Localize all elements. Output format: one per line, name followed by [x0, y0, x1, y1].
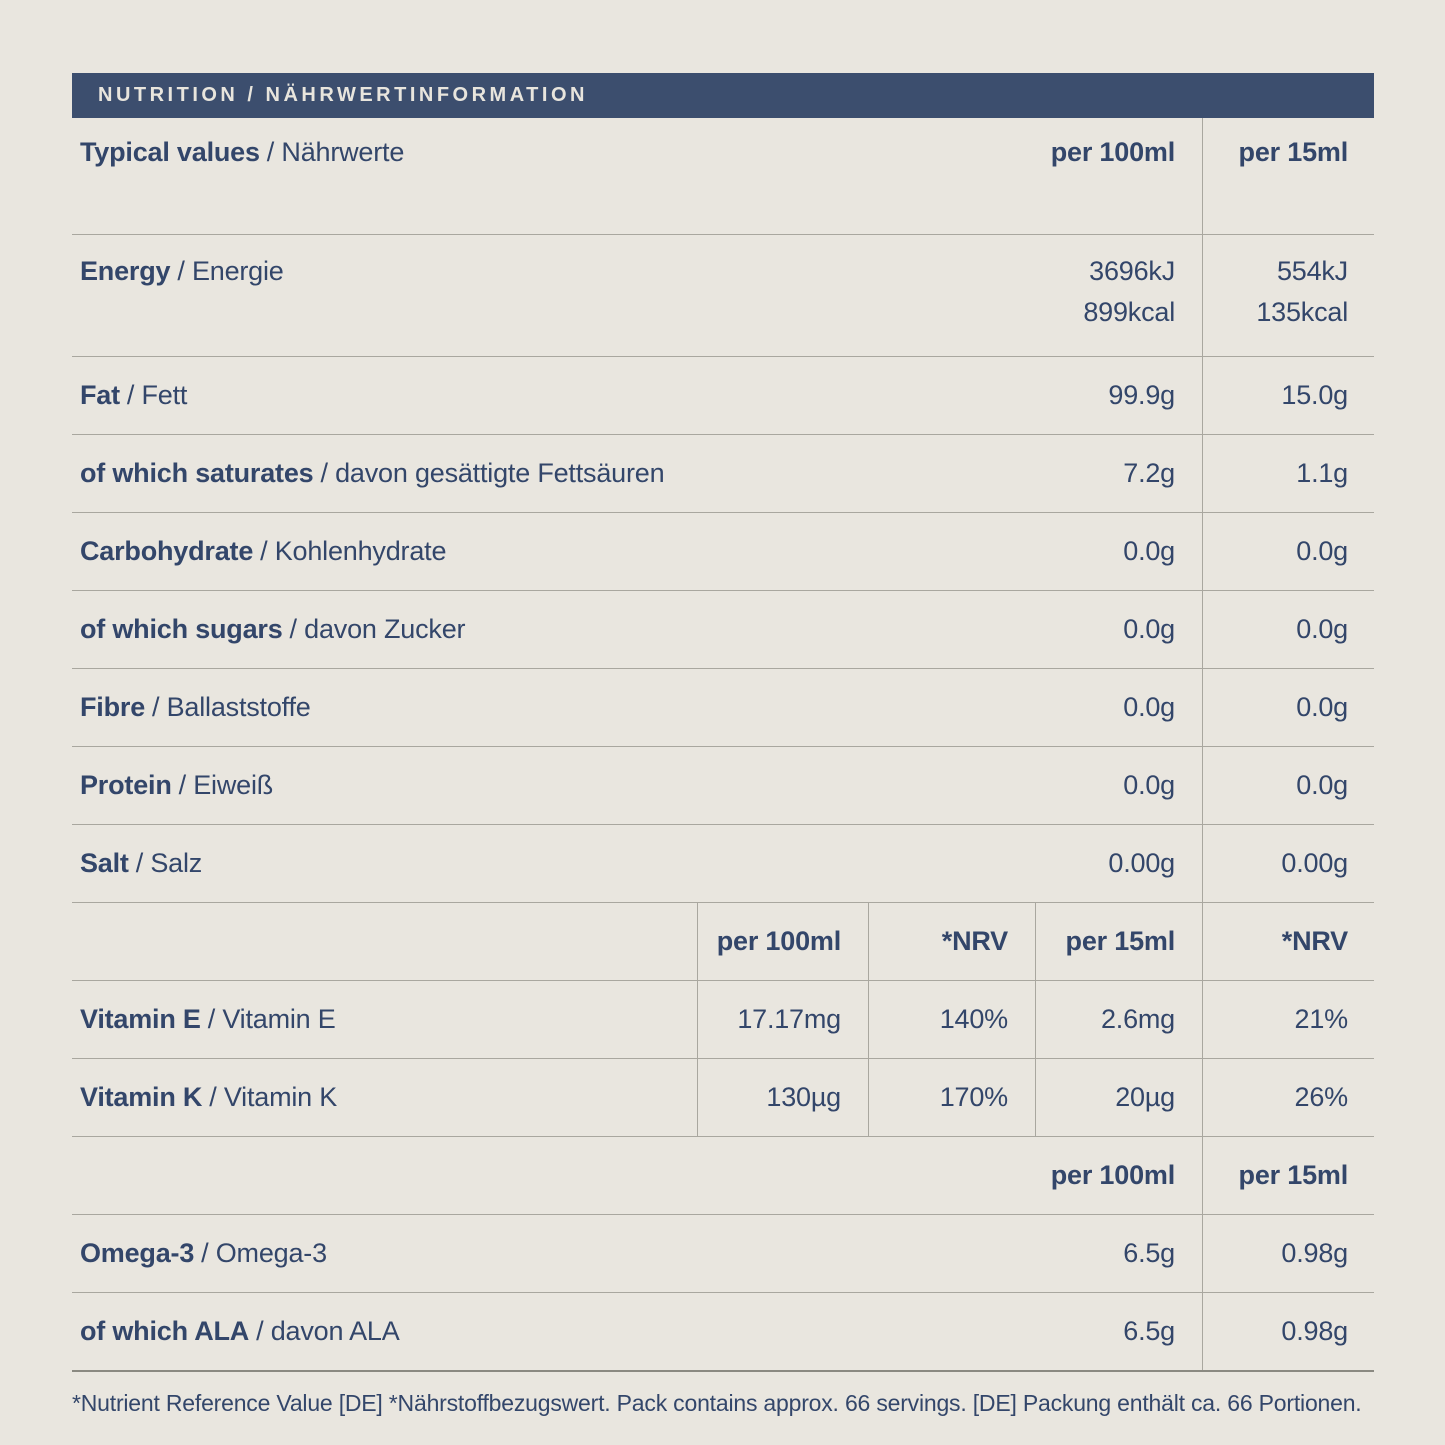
nutrient-name-de: / davon Zucker — [289, 614, 466, 644]
panel-title-bar — [72, 73, 1374, 118]
table-row-carbohydrate — [72, 512, 1374, 590]
nutrient-name-en: of which saturates — [80, 458, 314, 488]
nutrient-label — [72, 1215, 1002, 1292]
value-per-15ml: 1.1g — [1202, 435, 1374, 512]
nutrient-name-en: Salt — [80, 848, 129, 878]
nutrient-name-de: / Vitamin K — [209, 1082, 338, 1112]
column-header-per-100ml: per 100ml — [1050, 137, 1175, 167]
value-per-15ml: 0.0g — [1202, 513, 1374, 590]
nutrient-label — [72, 513, 1002, 590]
vitamins-header-row — [72, 902, 1374, 980]
nutrient-name-en: of which sugars — [80, 614, 283, 644]
nutrient-name-de: / davon gesättigte Fettsäuren — [320, 458, 665, 488]
nutrient-label — [72, 235, 1002, 356]
nutrient-name-de: / davon ALA — [256, 1316, 400, 1346]
table-row-vitamin-k — [72, 1058, 1374, 1136]
value-per-15ml: 0.0g — [1202, 591, 1374, 668]
table-row-omega-3 — [72, 1214, 1374, 1292]
nutrient-label — [72, 747, 1002, 824]
table-row-ala — [72, 1292, 1374, 1370]
footnote: *Nutrient Reference Value [DE] *Nährstoffbezugswert. Pack contains approx. 66 servings. [DE] Packung enthält ca. 66 Portionen. — [72, 1390, 1362, 1416]
table-row-salt — [72, 824, 1374, 902]
value-per-100ml: 17.17mg — [697, 981, 868, 1058]
nutrient-name-de: / Kohlenhydrate — [260, 536, 447, 566]
nutrient-label — [72, 1059, 697, 1136]
typical-values-en: Typical values — [80, 137, 260, 167]
omega-header-spacer — [72, 1137, 1002, 1214]
nutrient-name-de: / Ballaststoffe — [152, 692, 311, 722]
value-per-15ml — [1202, 235, 1374, 356]
nutrition-panel — [72, 73, 1374, 1372]
nutrient-label — [72, 669, 1002, 746]
nutrient-name-en: Fibre — [80, 692, 146, 722]
value-per-100ml: 6.5g — [1123, 1316, 1175, 1346]
nutrient-name-en: Omega-3 — [80, 1238, 195, 1268]
nutrient-label — [72, 357, 1002, 434]
value-per-100ml: 0.0g — [1123, 536, 1175, 566]
value-per-15ml: 20µg — [1035, 1059, 1202, 1136]
value-per-15ml: 2.6mg — [1035, 981, 1202, 1058]
energy-kcal-100: 899kcal — [1083, 297, 1175, 327]
nutrient-name-de: / Eiweiß — [178, 770, 274, 800]
value-per-15ml: 0.0g — [1202, 747, 1374, 824]
table-row-vitamin-e — [72, 980, 1374, 1058]
table-row-sugars — [72, 590, 1374, 668]
column-header-nrv-100: *NRV — [868, 903, 1035, 980]
omega-header-row — [72, 1136, 1374, 1214]
value-per-15ml: 15.0g — [1202, 357, 1374, 434]
nutrient-name-de: / Energie — [177, 256, 284, 286]
nutrient-name-en: Protein — [80, 770, 172, 800]
nutrient-name-en: Carbohydrate — [80, 536, 254, 566]
nutrient-name-en: Fat — [80, 380, 120, 410]
value-per-100ml: 0.0g — [1123, 770, 1175, 800]
nutrition-table — [72, 118, 1374, 1372]
nrv-per-100ml: 140% — [868, 981, 1035, 1058]
value-per-15ml: 0.98g — [1202, 1215, 1374, 1292]
value-per-100ml: 0.0g — [1123, 692, 1175, 722]
nutrient-label — [72, 825, 1002, 902]
nrv-per-15ml: 26% — [1202, 1059, 1374, 1136]
nutrient-name-en: Vitamin K — [80, 1082, 203, 1112]
nutrient-name-de: / Salz — [135, 848, 203, 878]
nutrient-name-de: / Fett — [126, 380, 188, 410]
table-row-fibre — [72, 668, 1374, 746]
vitamins-header-spacer — [72, 903, 697, 980]
value-per-100ml: 99.9g — [1108, 380, 1175, 410]
panel-title: NUTRITION / NÄHRWERTINFORMATION — [98, 84, 588, 106]
energy-kcal-15: 135kcal — [1256, 297, 1348, 327]
nutrient-label — [72, 1293, 1002, 1370]
column-header-omega-per-15ml: per 15ml — [1202, 1137, 1374, 1214]
value-per-15ml: 0.0g — [1202, 669, 1374, 746]
column-header-per-15ml: per 15ml — [1202, 118, 1374, 234]
value-per-15ml: 0.00g — [1202, 825, 1374, 902]
column-header-vit-per-100ml: per 100ml — [697, 903, 868, 980]
column-header-nrv-15: *NRV — [1202, 903, 1374, 980]
value-per-100ml — [1002, 235, 1202, 356]
nutrient-name-de: / Omega-3 — [201, 1238, 327, 1268]
nutrient-name-de: / Vitamin E — [207, 1004, 336, 1034]
value-per-100ml: 0.0g — [1123, 614, 1175, 644]
value-per-100ml: 0.00g — [1108, 848, 1175, 878]
value-per-100ml: 6.5g — [1123, 1238, 1175, 1268]
nutrient-label — [72, 435, 1002, 512]
nutrient-label — [72, 981, 697, 1058]
column-header-vit-per-15ml: per 15ml — [1035, 903, 1202, 980]
nutrient-name-en: Energy — [80, 256, 171, 286]
typical-values-de: / Nährwerte — [266, 137, 405, 167]
value-per-15ml: 0.98g — [1202, 1293, 1374, 1370]
nutrient-name-en: of which ALA — [80, 1316, 250, 1346]
table-row-saturates — [72, 434, 1374, 512]
nrv-per-100ml: 170% — [868, 1059, 1035, 1136]
table-header-row — [72, 118, 1374, 234]
nutrient-name-en: Vitamin E — [80, 1004, 201, 1034]
table-row-protein — [72, 746, 1374, 824]
energy-kj-15: 554kJ — [1276, 256, 1348, 286]
table-row-fat — [72, 356, 1374, 434]
nutrient-label — [72, 591, 1002, 668]
value-per-100ml: 7.2g — [1123, 458, 1175, 488]
column-header-omega-per-100ml: per 100ml — [1050, 1160, 1175, 1190]
nrv-per-15ml: 21% — [1202, 981, 1374, 1058]
table-row-energy — [72, 234, 1374, 356]
value-per-100ml: 130µg — [697, 1059, 868, 1136]
energy-kj-100: 3696kJ — [1089, 256, 1175, 286]
typical-values-label — [72, 118, 1002, 234]
